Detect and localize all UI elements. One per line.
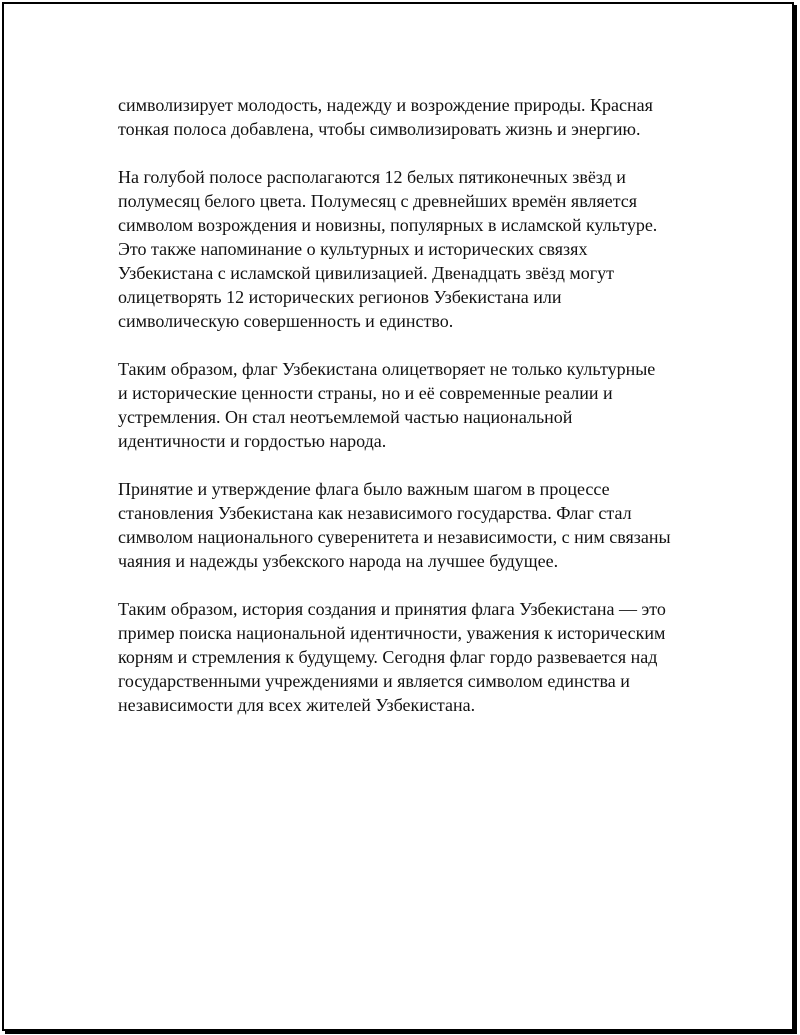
paragraph-flag-values [118, 357, 708, 453]
text-line: Принятие и утверждение флага было важным шагом в процессе [118, 479, 610, 499]
paragraph-conclusion [118, 597, 708, 717]
text-line: Это также напоминание о культурных и исторических связях [118, 239, 588, 259]
text-line: Узбекистана с исламской цивилизацией. Двенадцать звёзд могут [118, 263, 615, 283]
text-line: чаяния и надежды узбекского народа на лучшее будущее. [118, 551, 559, 571]
text-line: символом национального суверенитета и независимости, с ним связаны [118, 527, 671, 547]
text-line: символизирует молодость, надежду и возрождение природы. Красная [118, 95, 653, 115]
paragraph-flag-adoption [118, 477, 708, 573]
document-body [118, 93, 708, 741]
text-line: пример поиска национальной идентичности, уважения к историческим [118, 623, 666, 643]
text-line: идентичности и гордостью народа. [118, 431, 387, 451]
text-line: олицетворять 12 исторических регионов Узбекистана или [118, 287, 562, 307]
text-line: полумесяц белого цвета. Полумесяц с древнейших времён является [118, 191, 638, 211]
text-line: Таким образом, история создания и принятия флага Узбекистана — это [118, 599, 666, 619]
text-line: и исторические ценности страны, но и её современные реалии и [118, 383, 613, 403]
text-line: государственными учреждениями и является символом единства и [118, 671, 630, 691]
text-line: становления Узбекистана как независимого государства. Флаг стал [118, 503, 632, 523]
text-line: символом возрождения и новизны, популярных в исламской культуре. [118, 215, 658, 235]
text-line: устремления. Он стал неотъемлемой частью национальной [118, 407, 573, 427]
paragraph-flag-green-red [118, 93, 708, 141]
text-line: корням и стремления к будущему. Сегодня флаг гордо развевается над [118, 647, 658, 667]
text-line: На голубой полосе располагаются 12 белых пятиконечных звёзд и [118, 167, 626, 187]
text-line: тонкая полоса добавлена, чтобы символизировать жизнь и энергию. [118, 119, 641, 139]
text-line: Таким образом, флаг Узбекистана олицетворяет не только культурные [118, 359, 656, 379]
paragraph-stars-crescent [118, 165, 708, 333]
text-line: независимости для всех жителей Узбекистана. [118, 695, 476, 715]
text-line: символическую совершенность и единство. [118, 311, 454, 331]
